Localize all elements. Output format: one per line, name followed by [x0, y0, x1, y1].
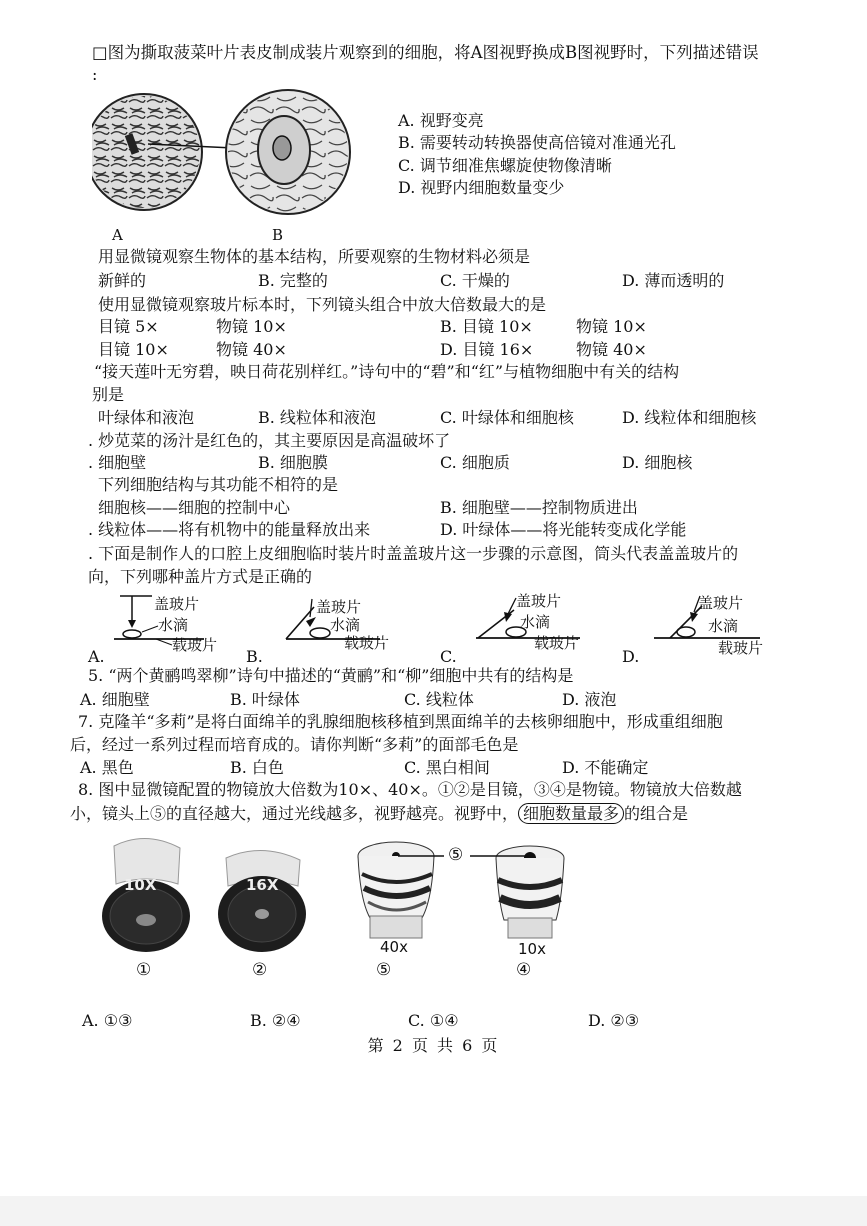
image-label-a: A: [112, 226, 123, 244]
eyepiece-1-number: ①: [136, 960, 152, 980]
q-intro-option-c: C. 调节细准焦螺旋使物像清晰: [398, 156, 612, 175]
q-magnify-d-eyepiece: D. 目镜 16×: [440, 340, 534, 359]
q-magnify-stem: 使用显微镜观察玻片标本时，下列镜头组合中放大倍数最大的是: [98, 295, 547, 314]
q-amaranth-option-d: D. 细胞核: [622, 453, 693, 472]
q-magnify-c-eyepiece: 目镜 10×: [98, 340, 169, 359]
cover-diagram-c-water-label: 水滴: [520, 613, 551, 631]
q-dolly-option-a: A. 黑色: [80, 758, 134, 777]
objective-40x-number: ⑤: [376, 960, 392, 980]
q-function-option-d: D. 叶绿体——将光能转变成化学能: [440, 520, 687, 539]
q-magnify-a-objective: 物镜 10×: [216, 317, 287, 336]
bottom-band: [0, 1196, 867, 1226]
q-dolly-stem: 7. 克隆羊“多莉”是将白面绵羊的乳腺细胞核移植到黑面绵羊的去核卵细胞中，形成重组细胞: [78, 712, 723, 731]
pointer-label: ⑤: [448, 845, 464, 865]
q-poem-stem: “接天莲叶无穷碧，映日荷花别样红。”诗句中的“碧”和“红”与植物细胞中有关的结构: [94, 362, 680, 381]
q-oriole-option-c: C. 线粒体: [404, 690, 474, 709]
q-dolly-option-c: C. 黑白相间: [404, 758, 490, 777]
q-magnify-a-eyepiece: 目镜 5×: [98, 317, 159, 336]
q-amaranth-option-b: B. 细胞膜: [258, 453, 328, 472]
q-dolly-option-d: D. 不能确定: [562, 758, 649, 777]
eyepiece-2-mark: 16X: [246, 876, 279, 894]
q-poem-stem-2: 别是: [92, 385, 125, 404]
cover-diagram-b-cover-label: 盖玻片: [316, 598, 362, 616]
q-oriole-stem: 5. “两个黄鹂鸣翠柳”诗句中描述的“黄鹂”和“柳”细胞中共有的结构是: [88, 666, 574, 685]
objective-10x-number: ④: [516, 960, 532, 980]
q-function-option-a: 细胞核——细胞的控制中心: [98, 498, 291, 517]
cover-diagram-a-water-label: 水滴: [158, 616, 189, 634]
q-lens-stem-2-b: 的组合是: [624, 804, 689, 823]
q-function-option-b: B. 细胞壁——控制物质进出: [440, 498, 638, 517]
page-footer: 第 2 页 共 6 页: [367, 1036, 500, 1055]
q-lens-option-b: B. ②④: [250, 1011, 301, 1030]
q-lens-stem-2: [70, 803, 688, 825]
q-material-stem: 用显微镜观察生物体的基本结构，所要观察的生物材料必须是: [98, 247, 531, 266]
cover-option-d: D.: [622, 647, 640, 666]
q-amaranth-option-a: . 细胞壁: [88, 453, 147, 472]
q-lens-option-c: C. ①④: [408, 1011, 459, 1030]
cover-diagram-c-slide-label: 载玻片: [534, 634, 580, 652]
question-intro-stem-tail: :: [92, 65, 98, 84]
eyepiece-1-mark: 10X: [124, 876, 157, 894]
q-material-option-a: 新鲜的: [98, 271, 147, 290]
q-intro-option-b: B. 需要转动转换器使高倍镜对准通光孔: [398, 133, 676, 152]
view-a-circle: [92, 94, 202, 210]
q-poem-option-b: B. 线粒体和液泡: [258, 408, 376, 427]
q-magnify-b-objective: 物镜 10×: [576, 317, 647, 336]
q-amaranth-option-c: C. 细胞质: [440, 453, 510, 472]
objective-10x-mark: 10x: [518, 940, 546, 958]
q-material-option-b: B. 完整的: [258, 271, 328, 290]
q-magnify-d-objective: 物镜 40×: [576, 340, 647, 359]
q-oriole-option-d: D. 液泡: [562, 690, 617, 709]
q-cover-stem-2: 向，下列哪种盖片方式是正确的: [88, 567, 313, 586]
q-magnify-b-eyepiece: B. 目镜 10×: [440, 317, 533, 336]
q-intro-option-a: A. 视野变亮: [398, 111, 484, 130]
view-b-circle: [226, 90, 350, 214]
cover-diagram-b-water-label: 水滴: [330, 616, 361, 634]
cover-diagram-b-slide-label: 载玻片: [344, 634, 390, 652]
eyepiece-2-number: ②: [252, 960, 268, 980]
q-lens-stem-2-a: 小，镜头上⑤的直径越大，通过光线越多，视野越亮。视野中，: [70, 804, 519, 823]
pointer-line: [394, 846, 534, 866]
cover-diagram-d-cover-label: 盖玻片: [698, 594, 744, 612]
q-poem-option-c: C. 叶绿体和细胞核: [440, 408, 574, 427]
q-cover-stem: . 下面是制作人的口腔上皮细胞临时装片时盖盖玻片这一步骤的示意图，筒头代表盖盖玻片的: [88, 544, 739, 563]
q-oriole-option-a: A. 细胞壁: [80, 690, 150, 709]
q-material-option-d: D. 薄而透明的: [622, 271, 725, 290]
microscope-view-images: [92, 82, 412, 232]
q-lens-stem: 8. 图中显微镜配置的物镜放大倍数为10×、40×。①②是目镜，③④是物镜。物镜放大倍数越: [78, 780, 742, 799]
q-oriole-option-b: B. 叶绿体: [230, 690, 300, 709]
q-poem-option-d: D. 线粒体和细胞核: [622, 408, 757, 427]
cover-diagram-d-water-label: 水滴: [708, 617, 739, 635]
q-amaranth-stem: . 炒苋菜的汤汁是红色的，其主要原因是高温破坏了: [88, 431, 451, 450]
eyepiece-1-image: [96, 836, 196, 956]
q-lens-option-a: A. ①③: [82, 1011, 133, 1030]
q-material-option-c: C. 干燥的: [440, 271, 510, 290]
cover-option-c: C.: [440, 647, 457, 666]
q-poem-option-a: 叶绿体和液泡: [98, 408, 195, 427]
cover-option-a: A.: [88, 647, 105, 666]
cover-diagram-c-cover-label: 盖玻片: [516, 592, 562, 610]
q-function-option-c: . 线粒体——将有机物中的能量释放出来: [88, 520, 371, 539]
q-dolly-stem-2: 后，经过一系列过程而培育成的。请你判断“多莉”的面部毛色是: [70, 735, 519, 754]
cover-diagram-a-slide-label: 载玻片: [172, 636, 218, 654]
q-dolly-option-b: B. 白色: [230, 758, 284, 777]
q-intro-option-d: D. 视野内细胞数量变少: [398, 178, 565, 197]
q-magnify-c-objective: 物镜 40×: [216, 340, 287, 359]
objective-40x-mark: 40x: [380, 938, 408, 956]
q-lens-circled-phrase: 细胞数量最多: [518, 803, 624, 824]
question-intro-stem: □图为撕取菠菜叶片表皮制成装片观察到的细胞，将A图视野换成B图视野时，下列描述错误: [92, 43, 759, 62]
cover-option-b: B.: [246, 647, 263, 666]
cover-diagram-a-cover-label: 盖玻片: [154, 595, 200, 613]
cover-diagram-d-slide-label: 载玻片: [718, 639, 764, 657]
image-label-b: B: [272, 226, 284, 244]
eyepiece-2-image: [214, 846, 310, 956]
q-lens-option-d: D. ②③: [588, 1011, 640, 1030]
q-function-stem: 下列细胞结构与其功能不相符的是: [98, 475, 339, 494]
